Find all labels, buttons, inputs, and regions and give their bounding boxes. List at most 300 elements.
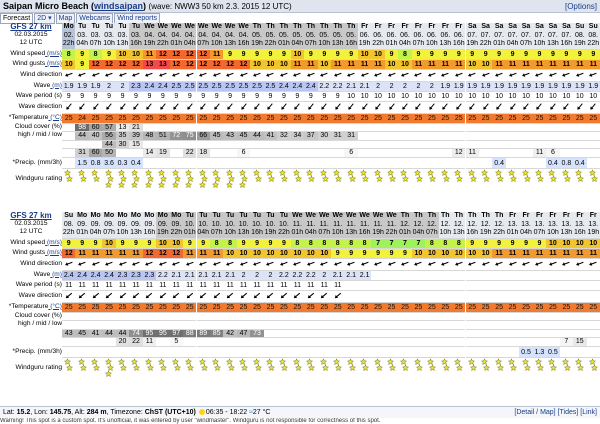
time-header-cell: 09. <box>171 220 182 228</box>
time-header-cell: 19h <box>358 40 371 47</box>
time-header-cell: Sa <box>506 23 519 32</box>
data-cell: 10 <box>546 91 559 102</box>
rating-cell <box>519 168 532 191</box>
rating-cell <box>116 357 129 380</box>
data-cell: 10 <box>519 91 532 102</box>
row-label-cloud_high: Cloud cover (%) <box>14 311 62 319</box>
wind-cell: 8 <box>358 238 371 249</box>
time-header-cell: 07. <box>561 31 572 39</box>
time-header-cell: 11. <box>291 221 304 230</box>
temperature-cell: 25 <box>75 302 88 313</box>
data-cell: 11 <box>156 280 169 291</box>
wind-cell: 11 <box>116 248 129 259</box>
direction-arrow-icon <box>346 70 356 79</box>
time-header-cell: 03. <box>117 31 128 39</box>
time-header-cell: 10h <box>116 229 129 236</box>
wind-cell: 10 <box>466 248 479 259</box>
time-header-cell: 09. <box>77 220 88 228</box>
rating-stars-icon <box>238 358 249 378</box>
direction-arrow-icon <box>239 70 249 79</box>
wind-cell: 10 <box>129 49 142 60</box>
time-header-cell: 13. <box>548 220 558 228</box>
row-label-wave: Wave (m) <box>33 270 62 278</box>
wind-cell: 11 <box>304 59 317 70</box>
rating-stars-icon <box>467 358 478 378</box>
rating-cell <box>587 357 600 380</box>
direction-arrow-icon <box>118 259 128 268</box>
rating-cell <box>291 357 304 380</box>
direction-arrow-icon <box>534 70 544 79</box>
time-header-cell: Tu <box>210 212 223 221</box>
direction-arrow-icon <box>265 259 275 268</box>
direction-arrow-icon <box>292 259 302 268</box>
wind-cell: 9 <box>75 238 88 249</box>
time-header-cell: Sa <box>492 23 505 32</box>
wind-cell: 12 <box>116 59 129 70</box>
unit-link[interactable]: (m) <box>50 81 62 89</box>
cloud-cell: 31 <box>331 131 344 141</box>
temperature-cell: 25 <box>425 302 438 313</box>
rating-stars-icon <box>157 358 168 378</box>
wind-cell: 11 <box>546 248 559 259</box>
wind-cell: 11 <box>425 59 438 70</box>
wave-cell: 1.9 <box>534 82 545 90</box>
time-header-cell: 05. <box>346 31 357 39</box>
wave-cell: 1.9 <box>90 82 101 90</box>
wave-cell: 2.4 <box>104 271 114 279</box>
cloud-cell: 97 <box>170 329 183 339</box>
wave-cell: 1.9 <box>453 82 464 90</box>
direction-arrow-icon <box>360 259 370 268</box>
wind-cell: 8 <box>331 238 344 249</box>
cloud-cell: 40 <box>89 131 102 141</box>
time-header-cell: Th <box>277 23 290 32</box>
rating-stars-icon <box>63 169 74 189</box>
direction-arrow-icon <box>508 70 518 79</box>
temperature-cell: 25 <box>277 302 290 313</box>
data-cell: 10 <box>466 91 479 102</box>
wind-cell: 12 <box>183 59 196 70</box>
direction-arrow-icon <box>333 259 343 268</box>
cloud-cell: 37 <box>304 131 317 141</box>
time-header-cell: Mo <box>90 212 101 219</box>
time-header-cell: 22h <box>62 229 75 236</box>
time-header-cell: 10h <box>547 229 559 236</box>
time-header-cell: 10h <box>318 40 331 47</box>
time-header-cell: 07. <box>480 31 491 39</box>
wind-cell: 10 <box>62 59 75 70</box>
wind-cell: 8 <box>223 238 236 249</box>
timezone: ChST (UTC+10) <box>144 409 196 416</box>
direction-arrow-icon <box>413 102 423 111</box>
direction-arrow-icon <box>481 259 491 268</box>
unit-link[interactable]: (m) <box>50 270 62 278</box>
time-header-cell: 19h <box>157 229 169 236</box>
time-header-cell: We <box>184 23 195 30</box>
footer-links[interactable]: [Detail / Map] [Tides] [Link] <box>514 409 597 416</box>
temperature-cell: 25 <box>331 113 344 124</box>
time-header-cell: 01h <box>278 40 290 47</box>
time-header-cell: 19h <box>479 229 492 236</box>
wave-cell: 2.3 <box>117 271 128 279</box>
rating-cell <box>506 357 519 380</box>
time-header-cell: Fr <box>560 212 573 221</box>
rating-cell <box>452 357 465 380</box>
time-header-cell: Tu <box>102 23 115 32</box>
row-vdir <box>62 290 600 302</box>
direction-arrow-icon <box>467 259 477 268</box>
rating-cell <box>371 168 384 191</box>
temperature-cell: 25 <box>170 113 183 124</box>
rating-cell <box>506 168 519 191</box>
direction-arrow-icon <box>373 259 383 268</box>
time-header-cell: 11. <box>344 221 357 230</box>
cloud-cell: 98 <box>75 123 88 133</box>
row-hours <box>62 40 600 49</box>
time-header-cell: 19h <box>372 229 384 236</box>
wave-cell: 2 <box>371 81 384 92</box>
unit-link[interactable]: (m/s) <box>45 238 62 246</box>
cloud-cell: 43 <box>223 131 236 141</box>
rating-cell <box>223 357 236 380</box>
time-header-cell: 16h <box>560 40 573 47</box>
tab-forecast[interactable]: Forecast <box>0 13 33 24</box>
wind-cell: 12 <box>129 59 142 70</box>
precip-cell: 0.8 <box>89 157 102 169</box>
direction-arrow-icon <box>400 102 410 111</box>
data-cell: 11 <box>264 280 277 291</box>
model-run-time: 12 UTC <box>19 228 43 235</box>
time-header-cell: 13h <box>439 40 452 47</box>
rating-cell <box>492 357 505 380</box>
temperature-cell: 25 <box>519 113 532 124</box>
rating-stars-icon <box>265 169 276 189</box>
time-header-cell: Mo <box>104 212 115 219</box>
wave-cell: 2.5 <box>211 82 222 90</box>
wind-cell: 8 <box>304 238 317 249</box>
data-cell: 9 <box>331 91 344 102</box>
direction-arrow-icon <box>144 259 154 268</box>
direction-arrow-icon <box>588 102 598 111</box>
rating-stars-icon <box>373 358 384 378</box>
time-header-cell: 07h <box>412 40 425 47</box>
time-header-cell: 03. <box>131 31 141 39</box>
precip-cell: 1.5 <box>75 157 88 169</box>
direction-arrow-icon <box>454 70 464 79</box>
wave-cell: 2 <box>264 270 277 281</box>
direction-arrow-icon <box>481 70 491 79</box>
temperature-cell: 25 <box>398 302 411 313</box>
options-link[interactable]: [Options] <box>564 2 597 11</box>
wind-cell: 10 <box>291 248 304 259</box>
wind-cell: 11 <box>344 59 357 70</box>
temperature-cell: 25 <box>412 113 425 124</box>
rating-stars-icon <box>359 169 370 189</box>
rating-stars-icon <box>332 169 343 189</box>
direction-arrow-icon <box>319 102 329 111</box>
rating-stars-icon <box>547 169 558 189</box>
temperature-cell: 25 <box>183 113 196 124</box>
unit-link[interactable]: (m/s) <box>45 248 62 256</box>
rating-cell <box>587 168 600 191</box>
wind-cell: 9 <box>425 49 438 60</box>
wave-cell: 2 <box>425 81 438 92</box>
rating-stars-icon <box>507 358 518 378</box>
direction-arrow-icon <box>131 102 141 111</box>
rating-cell <box>156 168 169 191</box>
wind-cell: 10 <box>358 49 371 60</box>
time-header-cell: 09. <box>144 220 155 228</box>
direction-arrow-icon <box>144 102 154 111</box>
wind-cell: 10 <box>587 238 600 249</box>
precip-cell: 0.4 <box>573 157 586 169</box>
wind-cell: 7 <box>385 238 398 249</box>
wave-cell: 2.1 <box>171 271 182 279</box>
time-header-cell: Tu <box>183 212 196 221</box>
cloud-cell: 42 <box>223 329 236 339</box>
rating-cell <box>344 168 357 191</box>
wind-cell: 10 <box>318 59 331 70</box>
time-header-cell: 22h <box>493 229 505 236</box>
direction-arrow-icon <box>171 70 181 79</box>
direction-arrow-icon <box>91 291 101 300</box>
rating-cell <box>62 168 75 191</box>
wave-cell: 2 <box>250 270 263 281</box>
cloud-cell: 45 <box>237 131 250 141</box>
rating-stars-icon <box>521 169 532 189</box>
rating-cell <box>129 357 142 380</box>
temperature-cell: 25 <box>102 113 115 124</box>
temperature-cell: 25 <box>358 113 371 124</box>
cloud-cell: 44 <box>102 140 115 150</box>
direction-arrow-icon <box>333 291 343 300</box>
data-cell: 11 <box>170 280 183 291</box>
cloud-cell: 5 <box>170 337 183 347</box>
cloud-cell: 6 <box>344 148 357 158</box>
row-speed <box>62 49 600 59</box>
rating-cell <box>358 357 371 380</box>
wave-model-info: (wave: NWW3 50 km 2.3. 2015 12 UTC) <box>148 2 292 11</box>
longitude: 145.75 <box>49 409 72 416</box>
direction-arrow-icon <box>292 102 302 111</box>
cloud-cell: 31 <box>75 148 88 158</box>
time-header-cell: Th <box>291 23 304 32</box>
temperature-cell: 24 <box>75 113 88 124</box>
rating-stars-icon <box>225 169 236 189</box>
data-cell: 9 <box>116 91 129 102</box>
wind-cell: 9 <box>264 49 277 60</box>
precip-cell: 0.8 <box>560 157 573 169</box>
time-header-cell: 04h <box>520 229 532 236</box>
data-cell: 10 <box>344 91 357 102</box>
time-header-cell: 19h <box>466 40 479 47</box>
direction-arrow-icon <box>185 291 195 300</box>
time-header-cell: 01h <box>493 40 505 47</box>
time-header-cell: 04h <box>197 229 210 236</box>
wind-cell: 8 <box>398 49 411 60</box>
rating-cell <box>546 168 559 191</box>
rating-cell <box>304 168 317 191</box>
direction-arrow-icon <box>400 70 410 79</box>
rating-cell <box>210 168 223 191</box>
data-cell: 11 <box>331 280 344 291</box>
direction-arrow-icon <box>198 70 208 79</box>
time-header-cell: 05. <box>279 31 289 39</box>
time-header-cell: 03. <box>90 31 101 39</box>
data-cell: 9 <box>143 91 156 102</box>
wave-cell: 2.2 <box>157 271 168 279</box>
cloud-cell: 22 <box>129 337 142 347</box>
time-header-cell: 13. <box>574 220 585 228</box>
data-cell: 11 <box>318 280 331 291</box>
wind-cell: 10 <box>466 59 479 70</box>
data-cell: 11 <box>116 280 129 291</box>
row-label-wdir: Wind direction <box>20 259 62 267</box>
direction-arrow-icon <box>252 70 262 79</box>
row-label-cloud_mid: high / mid / low <box>18 320 62 327</box>
temperature-cell: 25 <box>425 113 438 124</box>
wind-cell: 9 <box>143 238 156 249</box>
tab-2d[interactable]: 2D ▾ <box>34 13 54 24</box>
unit-link[interactable]: (m/s) <box>45 49 62 57</box>
temperature-cell: 25 <box>546 113 559 124</box>
model-name-link[interactable]: GFS 27 km <box>10 211 52 220</box>
rating-cell <box>560 357 573 380</box>
rating-cell <box>170 168 183 191</box>
wind-cell: 11 <box>546 59 559 70</box>
model-name-link[interactable]: GFS 27 km <box>10 22 52 31</box>
tab-map[interactable]: Map <box>56 13 76 24</box>
temperature-cell: 25 <box>506 113 519 124</box>
spot-user-link[interactable]: windsaipan <box>94 1 144 11</box>
wave-cell: 1.9 <box>63 82 74 90</box>
rating-stars-icon <box>413 169 424 189</box>
row-label-vdir: Wave direction <box>18 291 62 299</box>
wind-cell: 11 <box>492 248 505 259</box>
wind-cell: 9 <box>519 49 532 60</box>
direction-arrow-icon <box>64 259 74 268</box>
rating-cell <box>412 168 425 191</box>
rating-cell <box>197 168 210 191</box>
direction-arrow-icon <box>387 70 397 79</box>
wind-cell: 10 <box>291 49 304 60</box>
rating-cell <box>291 168 304 191</box>
wave-cell: 2.3 <box>131 271 141 279</box>
rating-stars-icon <box>104 169 115 189</box>
data-cell: 9 <box>264 91 277 102</box>
time-header-cell: 19h <box>587 229 600 236</box>
rating-cell <box>479 168 492 191</box>
rating-stars-icon <box>171 169 182 189</box>
wind-cell: 11 <box>358 59 371 70</box>
tab-webcams[interactable]: Webcams <box>76 13 113 24</box>
direction-arrow-icon <box>360 102 370 111</box>
row-wdir <box>62 258 600 270</box>
rating-stars-icon <box>278 169 289 189</box>
tab-wind-reports[interactable]: Wind reports <box>114 13 160 24</box>
direction-arrow-icon <box>239 291 249 300</box>
cloud-cell: 89 <box>197 329 210 339</box>
precip-cell: 0.4 <box>492 157 505 169</box>
time-header-cell: 06. <box>359 31 370 39</box>
temperature-cell: 25 <box>371 113 384 124</box>
time-header-cell: 13h <box>224 40 236 47</box>
rating-cell <box>466 357 479 380</box>
direction-arrow-icon <box>171 259 181 268</box>
wave-cell: 2.4 <box>279 82 289 90</box>
time-header-cell: Th <box>304 23 317 32</box>
rating-cell <box>250 168 263 191</box>
wave-cell: 1.9 <box>467 82 478 90</box>
time-header-cell: 10. <box>279 220 289 228</box>
time-header-cell: Fr <box>439 23 452 32</box>
wind-cell: 9 <box>466 238 479 249</box>
wind-cell: 10 <box>546 238 559 249</box>
precip-cell: 0.3 <box>116 157 129 169</box>
data-cell: 11 <box>237 280 250 291</box>
temperature-cell: 25 <box>183 302 196 313</box>
direction-arrow-icon <box>279 102 289 111</box>
row-cloud_row3 <box>62 337 600 346</box>
time-header-cell: 06. <box>413 31 424 39</box>
wind-cell: 12 <box>156 49 169 60</box>
wind-cell: 12 <box>170 49 183 60</box>
cloud-cell: 22 <box>183 148 196 158</box>
temperature-cell: 25 <box>223 113 236 124</box>
rating-stars-icon <box>507 169 518 189</box>
rating-stars-icon <box>184 358 195 378</box>
unit-link[interactable]: (m/s) <box>45 59 62 67</box>
data-cell: 10 <box>452 91 465 102</box>
rating-stars-icon <box>90 169 101 189</box>
data-cell: 9 <box>129 91 142 102</box>
temperature-cell: 25 <box>344 113 357 124</box>
unit-link[interactable]: (°C) <box>48 113 62 121</box>
time-header-cell: Mo <box>117 212 128 219</box>
temperature-cell: 25 <box>318 113 331 124</box>
wind-cell: 11 <box>587 59 600 70</box>
cloud-cell: 35 <box>116 131 129 141</box>
direction-arrow-icon <box>104 70 114 79</box>
time-header-cell: Fr <box>573 212 586 221</box>
temperature-cell: 25 <box>560 302 573 313</box>
unit-link[interactable]: (°C) <box>48 302 62 310</box>
direction-arrow-icon <box>77 259 87 268</box>
data-cell: 9 <box>223 91 236 102</box>
data-cell: 10 <box>385 91 398 102</box>
rating-stars-icon <box>171 358 182 378</box>
wind-cell: 11 <box>506 248 519 259</box>
rating-stars-icon <box>252 358 263 378</box>
time-header-cell: Fr <box>398 23 411 32</box>
time-header-cell: 22h <box>170 229 183 236</box>
wave-cell: 2.5 <box>225 82 235 90</box>
wind-cell: 10 <box>479 248 492 259</box>
data-cell: 11 <box>210 280 223 291</box>
row-label-rating: Windguru rating <box>15 174 62 182</box>
wind-cell: 11 <box>439 59 452 70</box>
time-header-cell: 13h <box>560 229 573 236</box>
direction-arrow-icon <box>77 102 87 111</box>
rating-stars-icon <box>494 169 505 189</box>
direction-arrow-icon <box>212 70 222 79</box>
wind-cell: 9 <box>398 248 411 259</box>
wind-cell: 8 <box>291 238 304 249</box>
rating-stars-icon <box>305 169 316 189</box>
wind-cell: 12 <box>170 59 183 70</box>
rating-cell <box>102 357 115 380</box>
time-header-cell: 13. <box>588 220 599 228</box>
